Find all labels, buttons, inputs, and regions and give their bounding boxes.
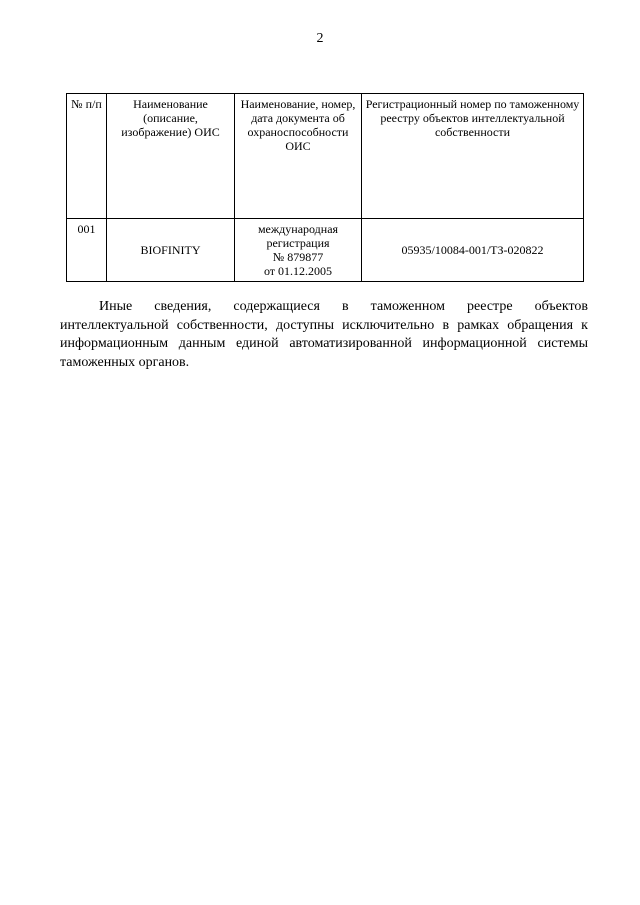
- info-paragraph: Иные сведения, содержащиеся в таможенном реестре объектов интеллектуальной собственности, доступны исключительно в рамках обращения к информационным данным единой автоматизированной информационной системы таможенных органов.: [60, 299, 588, 370]
- table-header-row: [67, 94, 584, 219]
- page-number: 2: [316, 31, 324, 46]
- header-reg-number: Регистрационный номер по таможенному реестру объектов интеллектуальной собственности: [362, 94, 584, 219]
- row-document: [235, 219, 362, 282]
- document-line: № 879877: [272, 250, 324, 264]
- row-num: 001: [67, 219, 107, 282]
- registry-table: [66, 93, 584, 282]
- header-name-description: Наименование (описание, изображение) ОИС: [107, 94, 235, 219]
- row-reg-number: 05935/10084-001/ТЗ-020822: [362, 219, 584, 282]
- document-line: международная: [257, 222, 339, 236]
- document-line: от 01.12.2005: [263, 264, 333, 278]
- document-line: регистрация: [266, 236, 330, 250]
- header-num: № п/п: [67, 94, 107, 219]
- table-row: [67, 219, 584, 282]
- header-document: Наименование, номер, дата документа об охраноспособности ОИС: [235, 94, 362, 219]
- row-trademark-name: BIOFINITY: [107, 219, 235, 282]
